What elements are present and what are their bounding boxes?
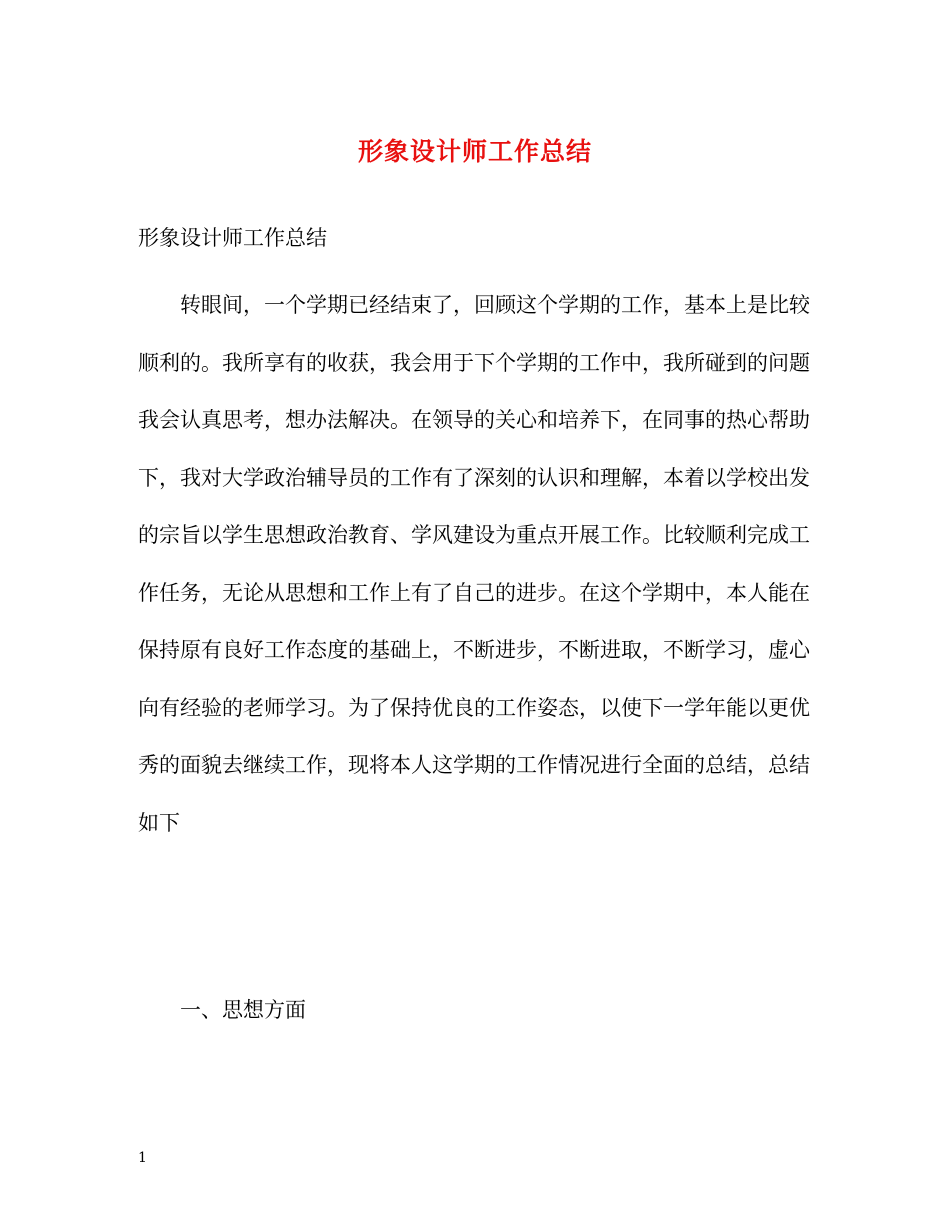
- section-heading: 一、思想方面: [180, 998, 306, 1022]
- body-paragraph: 转眼间，一个学期已经结束了，回顾这个学期的工作，基本上是比较顺利的。我所享有的收获，我会用于下个学期的工作中，我所碰到的问题我会认真思考，想办法解决。在领导的关心和培养下，在同事的热心帮助下，我对大学政治辅导员的工作有了深刻的认识和理解，本着以学校出发的宗旨以学生思想政治教育、学风建设为重点开展工作。比较顺利完成工作任务，无论从思想和工作上有了自己的进步。在这个学期中，本人能在保持原有良好工作态度的基础上，不断进步，不断进取，不断学习，虚心向有经验的老师学习。为了保持优良的工作姿态，以使下一学年能以更优秀的面貌去继续工作，现将本人这学期的工作情况进行全面的总结，总结如下: [138, 293, 810, 835]
- document-subtitle: 形象设计师工作总结: [138, 226, 327, 250]
- document-title: 形象设计师工作总结: [357, 137, 592, 166]
- page-number: 1: [138, 1150, 147, 1166]
